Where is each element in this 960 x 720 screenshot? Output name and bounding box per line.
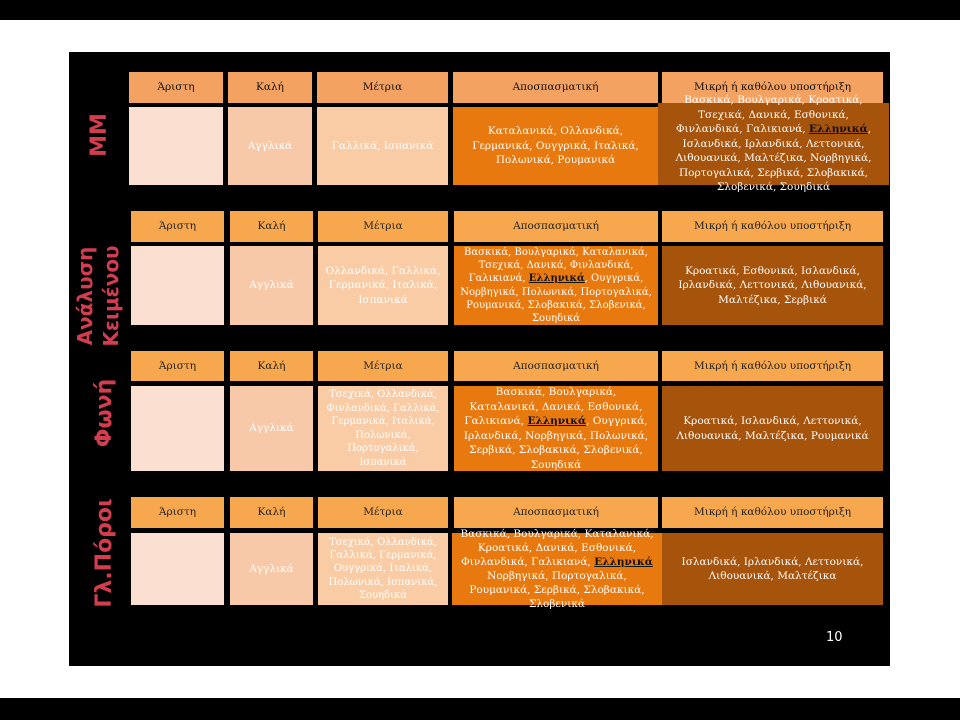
header-moderate: Μέτρια <box>318 211 448 242</box>
header-best: Άριστη <box>129 72 223 103</box>
section-label-language-resources: Γλ.Πόροι <box>92 498 117 608</box>
header-weak: Μικρή ή καθόλου υποστήριξη <box>662 351 883 381</box>
cell-moderate: Τσεχικά, Ολλανδικά, Φινλανδικά, Γαλλικά, Γερμανικά, Ιταλικά, Πολωνικά, Πορτογαλικά, Ισπανικά <box>318 386 448 471</box>
cell-good: Αγγλικά <box>230 246 313 325</box>
section-label-mm: ΜΜ <box>87 113 112 157</box>
greek-highlight: Ελληνικά <box>528 273 585 285</box>
header-good: Καλή <box>230 211 313 242</box>
cell-weak: Βασκικά, Βουλγαρικά, Κροατικά, Τσεχικά, Δανικά, Εσθονικά, Φινλανδικά, Γαλικιανά, Ελληνικά, Ισλανδικά, Ιρλανδικά, Λεττονικά, Λιθουανικά, Μαλτέζικα, Νορβηγικά, Πορτογαλικά, Σερβικά, Σλοβακικά, Σλοβενικά, Σουηδικά <box>658 103 889 185</box>
page-number: 10 <box>826 630 843 645</box>
cell-fragmentary: Καταλανικά, Ολλανδικά, Γερμανικά, Ουγγρικά, Ιταλικά, Πολωνικά, Ρουμανικά <box>453 107 658 185</box>
header-weak: Μικρή ή καθόλου υποστήριξη <box>662 72 883 103</box>
header-best: Άριστη <box>131 211 224 242</box>
cell-weak: Κροατικά, Εσθονικά, Ισλανδικά, Ιρλανδικά, Λεττονικά, Λιθουανικά, Μαλτέζικα, Σερβικά <box>662 246 883 325</box>
header-fragmentary: Αποσπασματική <box>454 497 658 528</box>
section-label-text-analysis: Ανάλυση Κειμένου <box>73 245 123 347</box>
header-weak: Μικρή ή καθόλου υποστήριξη <box>662 497 883 528</box>
cell-fragmentary: Βασκικά, Βουλγαρικά, Καταλανικά, Τσεχικά, Δανικά, Φινλανδικά, Γαλικιανά, Ελληνικά, Ουγγρικά, Νορβηγικά, Πολωνικά, Πορτογαλικά, Ρουμανικά, Σλοβακικά, Σλοβενικά, Σουηδικά <box>454 246 658 325</box>
cell-moderate: Ολλανδικά, Γαλλικά, Γερμανικά, Ιταλικά, Ισπανικά <box>318 246 448 325</box>
header-weak: Μικρή ή καθόλου υποστήριξη <box>662 211 883 242</box>
header-moderate: Μέτρια <box>317 72 448 103</box>
cell-moderate: Γαλλικά, Ισπανικά <box>317 107 448 185</box>
cell-good: Αγγλικά <box>230 533 313 605</box>
header-good: Καλή <box>230 497 313 528</box>
cell-weak: Ισλανδικά, Ιρλανδικά, Λεττονικά, Λιθουανικά, Μαλτέζικα <box>662 533 883 605</box>
greek-highlight: Ελληνικά <box>527 415 587 427</box>
section-label-voice: Φωνή <box>92 378 117 448</box>
cell-good: Αγγλικά <box>230 386 313 471</box>
header-moderate: Μέτρια <box>318 351 448 381</box>
cell-moderate: Τσεχικά, Ολλανδικά, Γαλλικά, Γερμανικά, Ουγγρικά, Ιταλικά, Πολωνικά, Ισπανικά, Σουηδικά <box>318 533 448 605</box>
header-best: Άριστη <box>131 497 224 528</box>
greek-highlight: Ελληνικά <box>809 123 868 136</box>
cell-fragmentary: Βασκικά, Βουλγαρικά, Καταλανικά, Δανικά, Εσθονικά, Γαλικιανά, Ελληνικά, Ουγγρικά, Ιρλανδικά, Νορβηγικά, Πολωνικά, Σερβικά, Σλοβακικά, Σλοβενικά, Σουηδικά <box>454 386 658 471</box>
header-best: Άριστη <box>131 351 224 381</box>
cell-fragmentary: Βασκικά, Βουλγαρικά, Καταλανικά, Κροατικά, Δανικά, Εσθονικά, Φινλανδικά, Γαλικιανά, Ελληνικά Νορβηγικά, Πορτογαλικά, Ρουμανικά, Σερβικά, Σλοβακικά, Σλοβενικά <box>452 533 662 605</box>
cell-best <box>131 386 224 471</box>
header-fragmentary: Αποσπασματική <box>454 351 658 381</box>
cell-best <box>131 533 224 605</box>
header-fragmentary: Αποσπασματική <box>454 211 658 242</box>
header-good: Καλή <box>230 351 313 381</box>
top-letterbox <box>0 0 960 20</box>
cell-best <box>131 246 224 325</box>
header-fragmentary: Αποσπασματική <box>453 72 658 103</box>
header-moderate: Μέτρια <box>318 497 448 528</box>
greek-highlight: Ελληνικά <box>594 556 653 568</box>
cell-weak: Κροατικά, Ισλανδικά, Λεττονικά, Λιθουανικά, Μαλτέζικα, Ρουμανικά <box>662 386 883 471</box>
header-good: Καλή <box>228 72 312 103</box>
bottom-letterbox <box>0 698 960 720</box>
cell-good: Αγγλικά <box>228 107 312 185</box>
cell-best <box>129 107 223 185</box>
